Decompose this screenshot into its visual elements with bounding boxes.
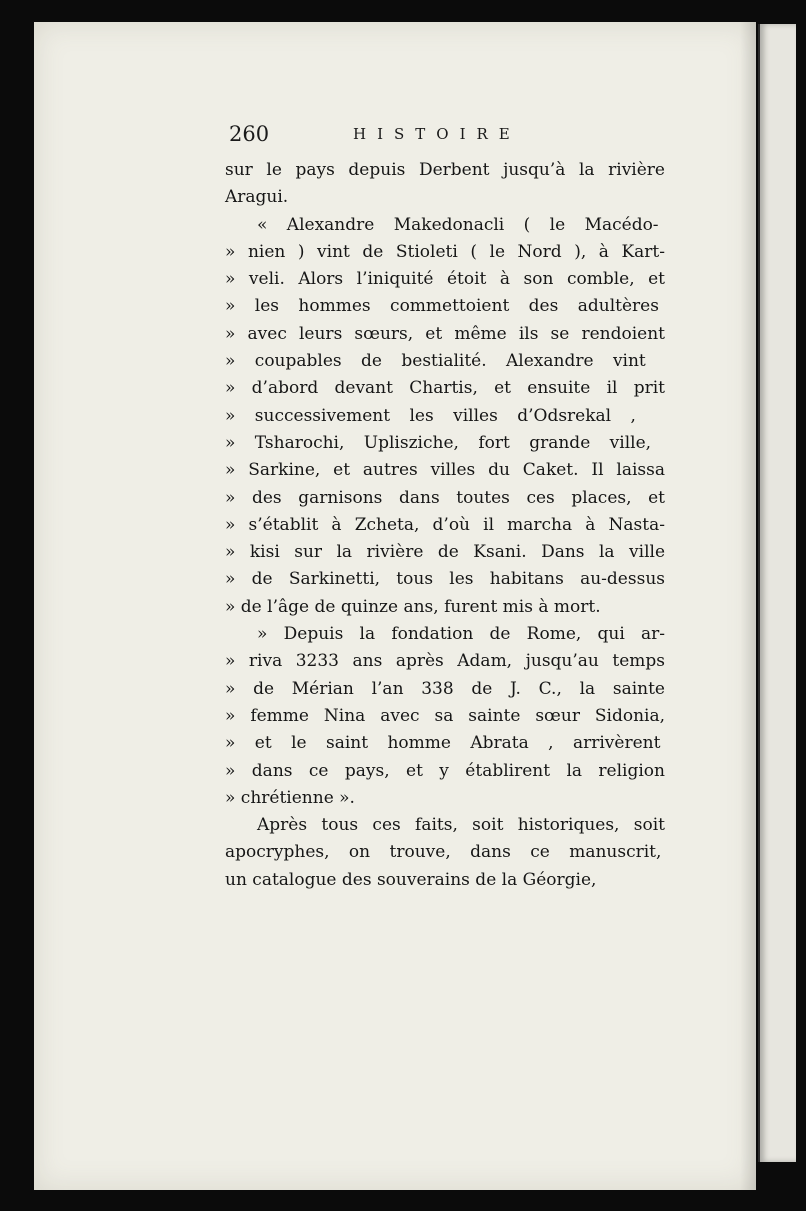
text-line: » Sarkine, et autres villes du Caket. Il laissa — [225, 460, 665, 481]
text-line: » et le saint homme Abrata , arrivèrent — [225, 733, 661, 754]
text-line: » dans ce pays, et y établirent la religion — [225, 760, 665, 781]
page-header — [229, 122, 559, 152]
text-line: » femme Nina avec sa sainte sœur Sidonia, — [225, 705, 665, 726]
text-line: « Alexandre Makedonacli ( le Macédo- — [257, 214, 659, 235]
text-line: » chrétienne ». — [225, 787, 355, 808]
text-line: » d’abord devant Chartis, et ensuite il prit — [225, 378, 665, 399]
gutter-shadow — [740, 22, 758, 1190]
text-line: » avec leurs sœurs, et même ils se rendoient — [225, 323, 665, 344]
text-line: sur le pays depuis Derbent jusqu’à la rivière — [225, 160, 665, 180]
text-line: » riva 3233 ans après Adam, jusqu’au temps — [225, 651, 665, 672]
text-line: » de l’âge de quinze ans, furent mis à mort. — [225, 596, 601, 617]
text-line: apocryphes, on trouve, dans ce manuscrit, — [225, 842, 662, 863]
text-line: » successivement les villes d’Odsrekal , — [225, 405, 636, 426]
running-head: HISTOIRE — [353, 125, 521, 143]
facing-page-edge — [758, 24, 796, 1162]
text-line: Aragui. — [225, 187, 289, 208]
text-line: Après tous ces faits, soit historiques, soit — [257, 815, 665, 836]
text-line: » Tsharochi, Uplisziche, fort grande ville, — [225, 432, 652, 453]
text-line: » de Mérian l’an 338 de J. C., la sainte — [225, 678, 665, 699]
text-line: » des garnisons dans toutes ces places, et — [225, 487, 665, 508]
text-line: » coupables de bestialité. Alexandre vint — [225, 351, 646, 372]
text-line: » veli. Alors l’iniquité étoit à son comble, et — [225, 269, 665, 290]
text-line: » de Sarkinetti, tous les habitans au-dessus — [225, 569, 665, 590]
text-line: » Depuis la fondation de Rome, qui ar- — [257, 624, 665, 645]
page-number: 260 — [229, 122, 270, 146]
body-text — [225, 157, 665, 894]
text-line: » les hommes commettoient des adultères — [225, 296, 659, 317]
text-line: » kisi sur la rivière de Ksani. Dans la ville — [225, 542, 665, 563]
text-line: un catalogue des souverains de la Géorgie, — [225, 869, 597, 890]
text-line: » s’établit à Zcheta, d’où il marcha à Nasta- — [225, 514, 665, 535]
text-line: » nien ) vint de Stioleti ( le Nord ), à Kart- — [225, 241, 665, 262]
